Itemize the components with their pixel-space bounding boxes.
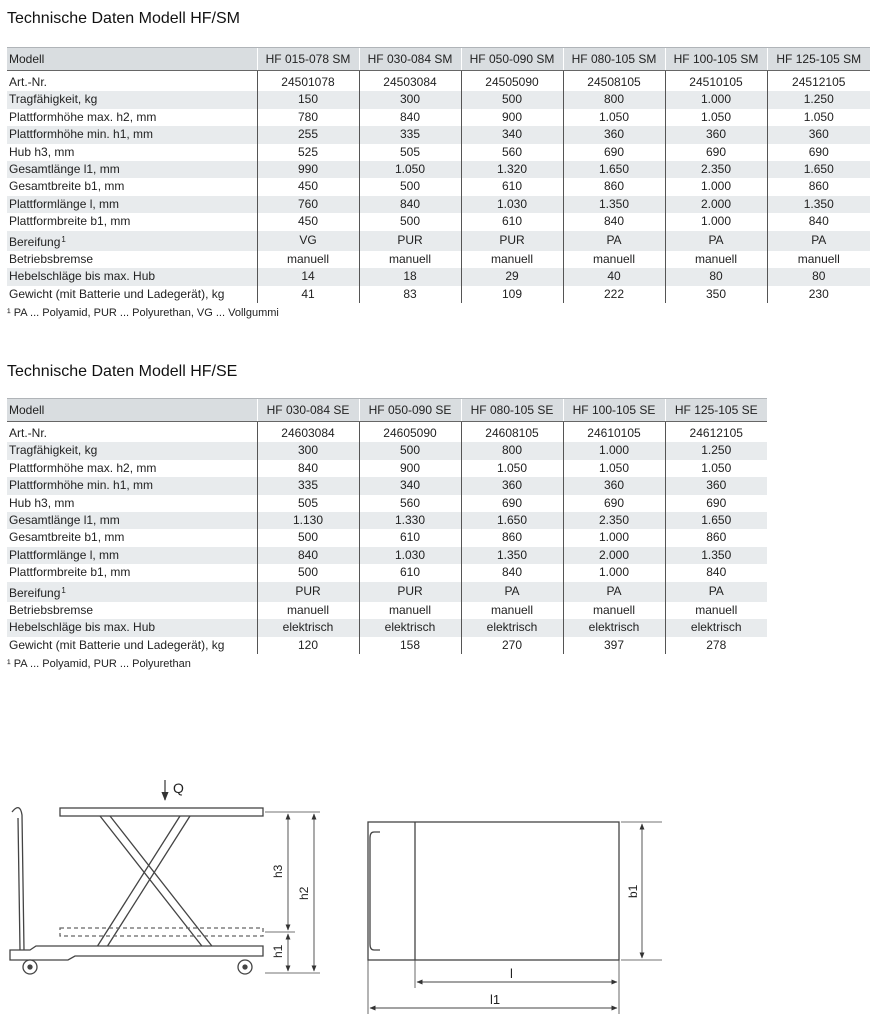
row-label: Art.-Nr. <box>9 75 47 89</box>
value-cell: 18 <box>359 268 461 285</box>
value-cell: manuell <box>257 251 359 268</box>
column-header-model: HF 080-105 SM <box>563 48 665 71</box>
column-header-model: HF 125-105 SE <box>665 399 767 422</box>
value-cell: 24612105 <box>665 422 767 443</box>
value-cell: manuell <box>563 251 665 268</box>
load-label: Q <box>173 780 184 796</box>
column-header-model: HF 080-105 SE <box>461 399 563 422</box>
se-header-row <box>7 399 767 422</box>
value-cell: 1.250 <box>665 442 767 459</box>
row-label: Plattformbreite b1, mm <box>9 565 131 580</box>
table-row <box>7 91 870 108</box>
row-label: Plattformhöhe max. h2, mm <box>9 109 157 124</box>
l-label: l <box>510 966 513 981</box>
value-cell: 150 <box>257 91 359 108</box>
value-cell: 340 <box>461 126 563 143</box>
row-label: Hebelschläge bis max. Hub <box>9 620 156 635</box>
footnote-marker: 1 <box>61 234 66 244</box>
value-cell: manuell <box>767 251 870 268</box>
value-cell: 500 <box>461 91 563 108</box>
value-cell: 222 <box>563 286 665 303</box>
value-cell: 360 <box>665 477 767 494</box>
value-cell: PUR <box>359 582 461 602</box>
column-header-model: HF 125-105 SM <box>767 48 870 71</box>
value-cell: 109 <box>461 286 563 303</box>
value-cell: 1.050 <box>563 109 665 126</box>
value-cell: 560 <box>359 495 461 512</box>
value-cell: 278 <box>665 637 767 654</box>
row-label-cell <box>7 564 257 581</box>
value-cell: 350 <box>665 286 767 303</box>
row-label: Betriebsbremse <box>9 252 94 267</box>
value-cell: 1.050 <box>665 460 767 477</box>
value-cell: manuell <box>359 251 461 268</box>
value-cell: 610 <box>461 213 563 230</box>
table-row <box>7 178 870 195</box>
value-cell: 24503084 <box>359 71 461 92</box>
value-cell: 2.000 <box>563 547 665 564</box>
value-cell: 450 <box>257 178 359 195</box>
value-cell: 500 <box>359 178 461 195</box>
value-cell: 1.000 <box>563 529 665 546</box>
value-cell: 800 <box>563 91 665 108</box>
table-row <box>7 231 870 251</box>
value-cell: 24608105 <box>461 422 563 443</box>
value-cell: 1.050 <box>665 109 767 126</box>
value-cell: 24512105 <box>767 71 870 92</box>
value-cell: elektrisch <box>563 619 665 636</box>
value-cell: 1.050 <box>461 460 563 477</box>
value-cell: 120 <box>257 637 359 654</box>
column-header-model: HF 030-084 SE <box>257 399 359 422</box>
column-header-model: HF 100-105 SE <box>563 399 665 422</box>
value-cell: 1.650 <box>767 161 870 178</box>
value-cell: 360 <box>767 126 870 143</box>
value-cell: 2.350 <box>563 512 665 529</box>
row-label: Hub h3, mm <box>9 144 75 159</box>
value-cell: 1.000 <box>665 178 767 195</box>
column-header-label: Modell <box>7 399 257 422</box>
chassis <box>10 946 263 960</box>
value-cell: 1.130 <box>257 512 359 529</box>
platform-outline <box>368 822 619 960</box>
value-cell: 24505090 <box>461 71 563 92</box>
row-label: Gesamtlänge l1, mm <box>9 162 120 177</box>
value-cell: 2.000 <box>665 196 767 213</box>
footnote-marker: 1 <box>61 585 66 595</box>
dimension-diagram <box>0 760 871 1024</box>
column-header-model: HF 015-078 SM <box>257 48 359 71</box>
value-cell: 360 <box>563 477 665 494</box>
row-label-cell <box>7 529 257 546</box>
scissor-arm-a2 <box>110 816 215 950</box>
row-label-cell <box>7 602 257 619</box>
table-row <box>7 422 767 443</box>
value-cell: manuell <box>461 251 563 268</box>
value-cell: 780 <box>257 109 359 126</box>
value-cell: 1.030 <box>461 196 563 213</box>
value-cell: 255 <box>257 126 359 143</box>
row-label: Gewicht (mit Batterie und Ladegerät), kg <box>9 286 225 301</box>
value-cell: 500 <box>359 442 461 459</box>
table-row <box>7 512 767 529</box>
row-label-cell <box>7 422 257 443</box>
row-label-cell <box>7 286 257 303</box>
value-cell: PA <box>563 231 665 251</box>
row-label-cell <box>7 582 257 602</box>
value-cell: 990 <box>257 161 359 178</box>
value-cell: 450 <box>257 213 359 230</box>
row-label-cell <box>7 196 257 213</box>
value-cell: 525 <box>257 144 359 161</box>
value-cell: manuell <box>257 602 359 619</box>
value-cell: 840 <box>665 564 767 581</box>
value-cell: PA <box>461 582 563 602</box>
row-label-cell <box>7 460 257 477</box>
table-row <box>7 582 767 602</box>
row-label-cell <box>7 178 257 195</box>
row-label: Gesamtlänge l1, mm <box>9 513 120 528</box>
value-cell: 300 <box>257 442 359 459</box>
value-cell: 335 <box>359 126 461 143</box>
value-cell: 500 <box>257 529 359 546</box>
value-cell: 340 <box>359 477 461 494</box>
value-cell: elektrisch <box>359 619 461 636</box>
value-cell: 860 <box>461 529 563 546</box>
value-cell: 690 <box>665 144 767 161</box>
table-row <box>7 529 767 546</box>
value-cell: 230 <box>767 286 870 303</box>
row-label-cell <box>7 91 257 108</box>
value-cell: PA <box>767 231 870 251</box>
value-cell: 24610105 <box>563 422 665 443</box>
sm-header-row <box>7 48 870 71</box>
b1-label: b1 <box>626 884 640 898</box>
sm-title: Technische Daten Modell HF/SM <box>7 10 240 27</box>
row-label: Hub h3, mm <box>9 495 75 510</box>
value-cell: 40 <box>563 268 665 285</box>
table-row <box>7 637 767 654</box>
se-title: Technische Daten Modell HF/SE <box>7 363 238 380</box>
value-cell: 500 <box>257 564 359 581</box>
column-header-model: HF 100-105 SM <box>665 48 767 71</box>
value-cell: PUR <box>359 231 461 251</box>
value-cell: 24603084 <box>257 422 359 443</box>
row-label: Betriebsbremse <box>9 603 94 618</box>
value-cell: PA <box>665 231 767 251</box>
value-cell: 1.250 <box>767 91 870 108</box>
value-cell: 1.320 <box>461 161 563 178</box>
value-cell: 690 <box>563 495 665 512</box>
column-header-model: HF 030-084 SM <box>359 48 461 71</box>
value-cell: 2.350 <box>665 161 767 178</box>
row-label-cell <box>7 109 257 126</box>
value-cell: 860 <box>563 178 665 195</box>
h2-label: h2 <box>297 886 311 900</box>
value-cell: 560 <box>461 144 563 161</box>
value-cell: 14 <box>257 268 359 285</box>
value-cell: 840 <box>767 213 870 230</box>
table-row <box>7 442 767 459</box>
row-label: Plattformlänge l, mm <box>9 547 120 562</box>
value-cell: 900 <box>461 109 563 126</box>
column-header-label: Modell <box>7 48 257 71</box>
row-label-cell <box>7 71 257 92</box>
platform-lowered <box>60 928 263 936</box>
value-cell: 800 <box>461 442 563 459</box>
value-cell: 690 <box>767 144 870 161</box>
row-label-cell <box>7 251 257 268</box>
value-cell: 80 <box>665 268 767 285</box>
value-cell: 1.350 <box>563 196 665 213</box>
value-cell: 1.000 <box>563 442 665 459</box>
value-cell: 1.030 <box>359 547 461 564</box>
row-label-cell <box>7 619 257 636</box>
value-cell: 610 <box>359 529 461 546</box>
row-label: Plattformhöhe min. h1, mm <box>9 127 154 142</box>
row-label: Hebelschläge bis max. Hub <box>9 269 156 284</box>
row-label-cell <box>7 637 257 654</box>
value-cell: 500 <box>359 213 461 230</box>
row-label: Gesamtbreite b1, mm <box>9 530 125 545</box>
column-header-model: HF 050-090 SM <box>461 48 563 71</box>
value-cell: PA <box>563 582 665 602</box>
value-cell: 840 <box>359 109 461 126</box>
table-row <box>7 460 767 477</box>
value-cell: 505 <box>359 144 461 161</box>
scissor-arm-b <box>95 816 180 950</box>
value-cell: 840 <box>257 460 359 477</box>
value-cell: manuell <box>359 602 461 619</box>
table-row <box>7 286 870 303</box>
value-cell: 610 <box>359 564 461 581</box>
row-label: Gesamtbreite b1, mm <box>9 179 125 194</box>
table-row <box>7 196 870 213</box>
value-cell: PUR <box>461 231 563 251</box>
value-cell: 860 <box>665 529 767 546</box>
row-label-cell <box>7 477 257 494</box>
value-cell: 1.000 <box>665 91 767 108</box>
value-cell: 1.000 <box>563 564 665 581</box>
value-cell: 24501078 <box>257 71 359 92</box>
row-label-cell <box>7 213 257 230</box>
value-cell: 1.350 <box>767 196 870 213</box>
table-row <box>7 109 870 126</box>
row-label: Plattformbreite b1, mm <box>9 214 131 229</box>
value-cell: manuell <box>665 251 767 268</box>
value-cell: PA <box>665 582 767 602</box>
value-cell: 840 <box>257 547 359 564</box>
value-cell: 80 <box>767 268 870 285</box>
table-row <box>7 161 870 178</box>
value-cell: 610 <box>461 178 563 195</box>
table-row <box>7 213 870 230</box>
value-cell: PUR <box>257 582 359 602</box>
h1-label: h1 <box>271 944 285 958</box>
table-row <box>7 268 870 285</box>
value-cell: 1.000 <box>665 213 767 230</box>
value-cell: 397 <box>563 637 665 654</box>
row-label: Plattformhöhe min. h1, mm <box>9 478 154 493</box>
value-cell: manuell <box>461 602 563 619</box>
row-label: Art.-Nr. <box>9 426 47 440</box>
value-cell: 300 <box>359 91 461 108</box>
value-cell: 24508105 <box>563 71 665 92</box>
value-cell: 270 <box>461 637 563 654</box>
value-cell: 1.650 <box>461 512 563 529</box>
top-view <box>368 822 662 1014</box>
row-label: Plattformhöhe max. h2, mm <box>9 460 157 475</box>
value-cell: 840 <box>563 213 665 230</box>
value-cell: 840 <box>461 564 563 581</box>
value-cell: 1.050 <box>767 109 870 126</box>
table-row <box>7 495 767 512</box>
scissor-arm-b2 <box>105 816 190 950</box>
sm-footnote: ¹ PA ... Polyamid, PUR ... Polyurethan, VG ... Vollgummi <box>7 307 279 319</box>
value-cell: 360 <box>563 126 665 143</box>
value-cell: manuell <box>563 602 665 619</box>
column-header-model: HF 050-090 SE <box>359 399 461 422</box>
value-cell: 83 <box>359 286 461 303</box>
value-cell: 840 <box>359 196 461 213</box>
row-label-cell <box>7 268 257 285</box>
value-cell: 1.650 <box>563 161 665 178</box>
push-handle <box>12 808 24 950</box>
value-cell: 690 <box>461 495 563 512</box>
row-label-cell <box>7 512 257 529</box>
value-cell: 1.050 <box>563 460 665 477</box>
value-cell: 360 <box>461 477 563 494</box>
table-row <box>7 477 767 494</box>
row-label: Gewicht (mit Batterie und Ladegerät), kg <box>9 637 225 652</box>
scissor-arm-a <box>100 816 205 950</box>
value-cell: 1.350 <box>665 547 767 564</box>
h3-label: h3 <box>271 864 285 878</box>
table-row <box>7 619 767 636</box>
value-cell: 690 <box>563 144 665 161</box>
row-label-cell <box>7 442 257 459</box>
value-cell: 158 <box>359 637 461 654</box>
value-cell: 505 <box>257 495 359 512</box>
value-cell: 1.050 <box>359 161 461 178</box>
row-label-cell <box>7 126 257 143</box>
se-spec-table <box>7 398 767 654</box>
value-cell: 860 <box>767 178 870 195</box>
row-label: Bereifung <box>9 234 61 249</box>
value-cell: elektrisch <box>461 619 563 636</box>
value-cell: 24605090 <box>359 422 461 443</box>
table-row <box>7 126 870 143</box>
value-cell: 760 <box>257 196 359 213</box>
value-cell: manuell <box>665 602 767 619</box>
table-row <box>7 71 870 92</box>
value-cell: 1.350 <box>461 547 563 564</box>
value-cell: 1.330 <box>359 512 461 529</box>
table-row <box>7 251 870 268</box>
table-row <box>7 602 767 619</box>
table-row <box>7 547 767 564</box>
value-cell: elektrisch <box>257 619 359 636</box>
value-cell: 690 <box>665 495 767 512</box>
value-cell: VG <box>257 231 359 251</box>
se-footnote: ¹ PA ... Polyamid, PUR ... Polyurethan <box>7 658 191 670</box>
value-cell: 900 <box>359 460 461 477</box>
value-cell: 335 <box>257 477 359 494</box>
row-label-cell <box>7 144 257 161</box>
value-cell: 24510105 <box>665 71 767 92</box>
platform-top <box>60 808 263 816</box>
value-cell: 360 <box>665 126 767 143</box>
value-cell: 29 <box>461 268 563 285</box>
table-row <box>7 564 767 581</box>
value-cell: elektrisch <box>665 619 767 636</box>
row-label-cell <box>7 161 257 178</box>
value-cell: 41 <box>257 286 359 303</box>
row-label: Tragfähigkeit, kg <box>9 92 98 107</box>
row-label-cell <box>7 547 257 564</box>
row-label: Bereifung <box>9 585 61 600</box>
row-label-cell <box>7 495 257 512</box>
row-label: Tragfähigkeit, kg <box>9 443 98 458</box>
row-label: Plattformlänge l, mm <box>9 196 120 211</box>
l1-label: l1 <box>490 992 501 1007</box>
row-label-cell <box>7 231 257 251</box>
value-cell: 1.650 <box>665 512 767 529</box>
table-row <box>7 144 870 161</box>
sm-spec-table <box>7 47 870 303</box>
